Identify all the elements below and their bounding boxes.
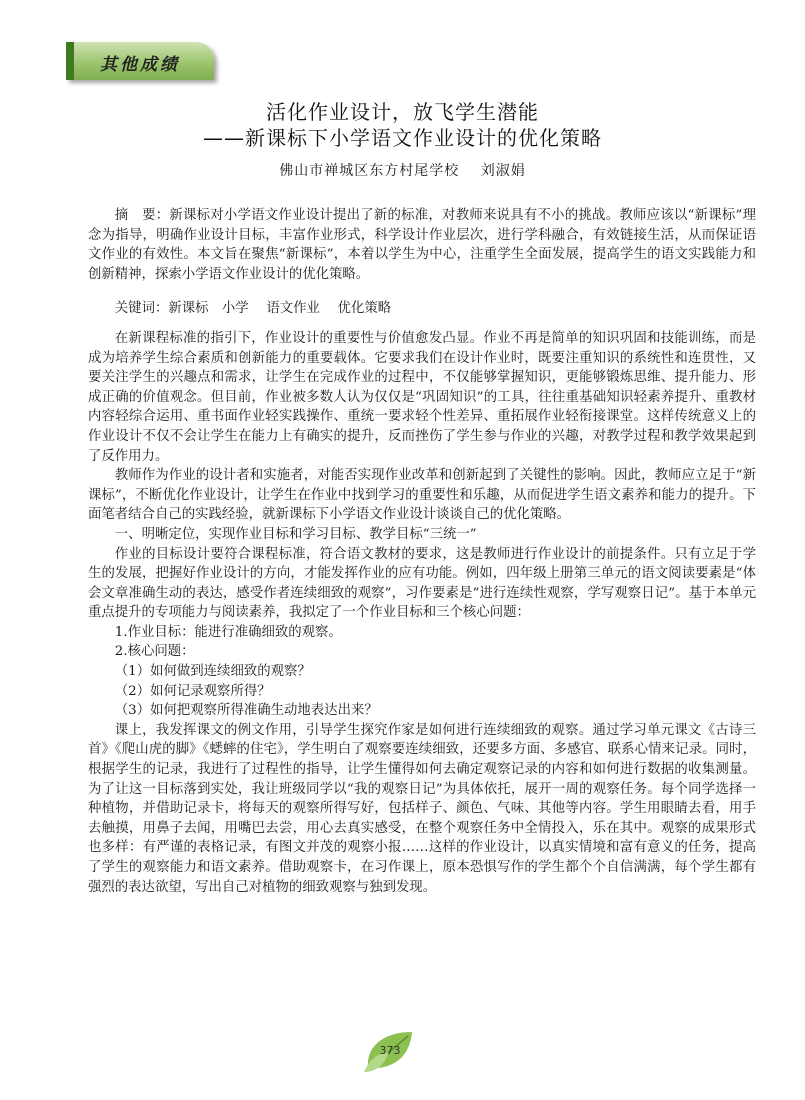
- abstract: 摘 要：新课标对小学语文作业设计提出了新的标准，对教师来说具有不小的挑战。教师应该以“新课标”理念为指导，明确作业设计目标，丰富作业形式，科学设计作业层次，进行学科融合，有效链接生活，从而保证语文作业的有效性。本文旨在聚焦“新课标”，本着以学生为中心，注重学生全面发展，提高学生的语文实践能力和创新精神，探索小学语文作业设计的优化策略。: [88, 208, 756, 282]
- article-body: [88, 206, 756, 897]
- list-item: （3）如何把观察所得准确生动地表达出来？: [114, 703, 378, 719]
- list-item: 2.核心问题：: [114, 644, 195, 660]
- keywords: 关键词：新课标 小学 语文作业 优化策略: [114, 301, 392, 317]
- paragraph: 教师作为作业的设计者和实施者，对能否实现作业改革和创新起到了关键性的影响。因此，教师应立足于“新课标”，不断优化作业设计，让学生在作业中找到学习的重要性和乐趣，从而促进学生语文素养和能力的提升。下面笔者结合自己的实践经验，就新课标下小学语文作业设计谈谈自己的优化策略。: [88, 468, 756, 523]
- section-tag-bar: [66, 42, 74, 80]
- article-title: 活化作业设计，放飞学生潜能: [266, 100, 539, 124]
- paragraph: 课上，我发挥课文的例文作用，引导学生探究作家是如何进行连续细致的观察。通过学习单元课文《古诗三首》《爬山虎的脚》《蟋蟀的住宅》，学生明白了观察要连续细致，还要多方面、多感官、联系心情来记录。同时，根据学生的记录，我进行了过程性的指导，让学生懂得如何去确定观察记录的内容和如何进行数据的收集测量。为了让这一目标落到实处，我让班级同学以“我的观察日记”为具体依托，展开一周的观察任务。每个同学选择一种植物，并借助记录卡，将每天的观察所得写好，包括样子、颜色、气味、其他等内容。学生用眼睛去看，用手去触摸，用鼻子去闻，用嘴巴去尝，用心去真实感受，在整个观察任务中全情投入，乐在其中。观察的成果形式也多样：有严谨的表格记录，有图文并茂的观察小报……这样的作业设计，以真实情境和富有意义的任务，提高了学生的观察能力和语文素养。借助观察卡，在习作课上，原本恐惧写作的学生都个个自信满满，每个学生都有强烈的表达欲望，写出自己对植物的细致观察与独到发现。: [88, 722, 756, 895]
- section-tag-label: 其他成绩: [100, 55, 180, 75]
- section-heading: 一、明晰定位，实现作业目标和学习目标、教学目标“三统一”: [114, 526, 477, 542]
- paragraph: 作业的目标设计要符合课程标准，符合语文教材的要求，这是教师进行作业设计的前提条件。只有立足于学生的发展，把握好作业设计的方向，才能发挥作业的应有功能。例如，四年级上册第三单元的语文阅读要素是“体会文章准确生动的表达，感受作者连续细致的观察”，习作要素是“进行连续性观察，学写观察日记”。基于本单元重点提升的专项能力与阅读素养，我拟定了一个作业目标和三个核心问题：: [88, 546, 756, 621]
- section-tag: [66, 42, 214, 80]
- list-item: （1）如何做到连续细致的观察？: [114, 664, 311, 680]
- author-name: 刘淑娟: [480, 163, 526, 179]
- list-item: （2）如何记录观察所得？: [114, 683, 271, 699]
- page-number: 373: [379, 1044, 401, 1057]
- list-item: 1.作业目标：能进行准确细致的观察。: [114, 624, 342, 640]
- article-subtitle: ——新课标下小学语文作业设计的优化策略: [203, 126, 602, 150]
- author-line: [0, 160, 805, 180]
- paragraph: 在新课程标准的指引下，作业设计的重要性与价值愈发凸显。作业不再是简单的知识巩固和技能训练，而是成为培养学生综合素质和创新能力的重要载体。它要求我们在设计作业时，既要注重知识的系统性和连贯性，又要关注学生的兴趣点和需求，让学生在完成作业的过程中，不仅能够掌握知识，更能够锻炼思维、提升能力、形成正确的价值观念。但目前，作业被多数人认为仅仅是“巩固知识”的工具，往往重基础知识轻素养提升、重教材内容轻综合运用、重书面作业轻实践操作、重统一要求轻个性差异、重拓展作业轻衔接课堂。这样传统意义上的作业设计不仅不会让学生在能力上有确实的提升，反而挫伤了学生参与作业的兴趣，对教学过程和教学效果起到了反作用力。: [88, 330, 756, 464]
- author-affiliation: 佛山市禅城区东方村尾学校: [279, 163, 460, 179]
